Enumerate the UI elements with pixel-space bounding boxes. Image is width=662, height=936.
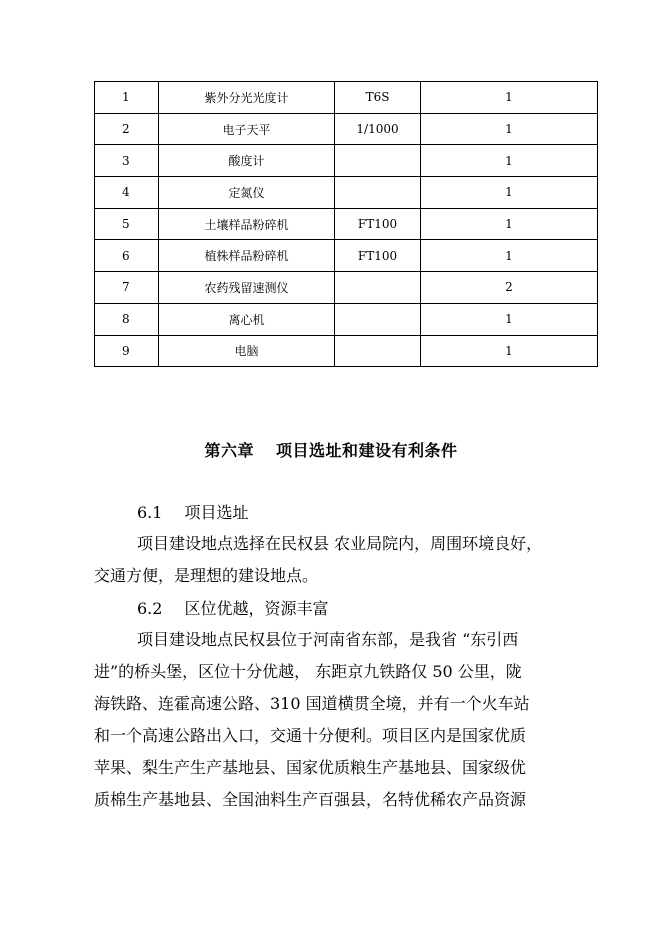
cell-number: 9 <box>95 335 159 367</box>
cell-quantity: 1 <box>421 335 598 367</box>
cell-quantity: 1 <box>421 82 598 114</box>
equipment-table-body <box>95 82 598 367</box>
cell-quantity: 2 <box>421 272 598 304</box>
cell-quantity: 1 <box>421 240 598 272</box>
table-row <box>95 177 598 209</box>
cell-name: 定氮仪 <box>159 177 335 209</box>
table-row <box>95 208 598 240</box>
cell-quantity: 1 <box>421 145 598 177</box>
section-title: 区位优越，资源丰富 <box>184 599 329 618</box>
cell-name: 农药残留速测仪 <box>159 272 335 304</box>
section-6-1-heading <box>137 503 248 523</box>
section-6-1-paragraph <box>94 528 594 592</box>
paragraph-line: 进”的桥头堡，区位十分优越， 东距京九铁路仅 50 公里，陇 <box>94 662 522 681</box>
section-number: 6.2 <box>137 599 163 618</box>
paragraph-line: 项目建设地点民权县位于河南省东部，是我省 “东引西 <box>137 630 519 649</box>
cell-name: 电子天平 <box>159 113 335 145</box>
paragraph-line: 交通方便，是理想的建设地点。 <box>94 566 319 585</box>
table-row <box>95 240 598 272</box>
cell-number: 6 <box>95 240 159 272</box>
cell-name: 电脑 <box>159 335 335 367</box>
cell-model: FT100 <box>335 240 421 272</box>
cell-number: 1 <box>95 82 159 114</box>
cell-model: 1/1000 <box>335 113 421 145</box>
cell-number: 8 <box>95 303 159 335</box>
table-row <box>95 113 598 145</box>
equipment-table <box>94 81 598 367</box>
table-row <box>95 335 598 367</box>
table-row <box>95 82 598 114</box>
cell-model: T6S <box>335 82 421 114</box>
cell-number: 2 <box>95 113 159 145</box>
section-title: 项目选址 <box>184 503 249 522</box>
cell-name: 植株样品粉碎机 <box>159 240 335 272</box>
cell-model <box>335 145 421 177</box>
cell-number: 7 <box>95 272 159 304</box>
chapter-number: 第六章 <box>204 441 254 460</box>
cell-name: 离心机 <box>159 303 335 335</box>
cell-model <box>335 272 421 304</box>
table-row <box>95 145 598 177</box>
paragraph-line: 和一个高速公路出入口，交通十分便利。项目区内是国家优质 <box>94 726 527 745</box>
paragraph-line: 质棉生产基地县、全国油料生产百强县，名特优稀农产品资源 <box>94 790 527 809</box>
cell-model <box>335 335 421 367</box>
table-row <box>95 272 598 304</box>
chapter-heading <box>0 438 662 461</box>
section-6-2-heading <box>137 599 328 619</box>
cell-model <box>335 177 421 209</box>
cell-quantity: 1 <box>421 113 598 145</box>
cell-quantity: 1 <box>421 177 598 209</box>
cell-number: 4 <box>95 177 159 209</box>
cell-name: 酸度计 <box>159 145 335 177</box>
cell-quantity: 1 <box>421 303 598 335</box>
paragraph-line: 海铁路、连霍高速公路、310 国道横贯全境，并有一个火车站 <box>94 694 530 713</box>
paragraph-line: 苹果、梨生产生产基地县、国家优质粮生产基地县、国家级优 <box>94 758 527 777</box>
paragraph-line: 项目建设地点选择在民权县 农业局院内，周围环境良好， <box>137 534 543 553</box>
table-row <box>95 303 598 335</box>
cell-model <box>335 303 421 335</box>
section-number: 6.1 <box>137 503 163 522</box>
cell-model: FT100 <box>335 208 421 240</box>
cell-name: 土壤样品粉碎机 <box>159 208 335 240</box>
cell-number: 5 <box>95 208 159 240</box>
cell-quantity: 1 <box>421 208 598 240</box>
cell-number: 3 <box>95 145 159 177</box>
chapter-title: 项目选址和建设有利条件 <box>276 441 458 460</box>
cell-name: 紫外分光光度计 <box>159 82 335 114</box>
section-6-2-paragraph <box>94 624 594 816</box>
